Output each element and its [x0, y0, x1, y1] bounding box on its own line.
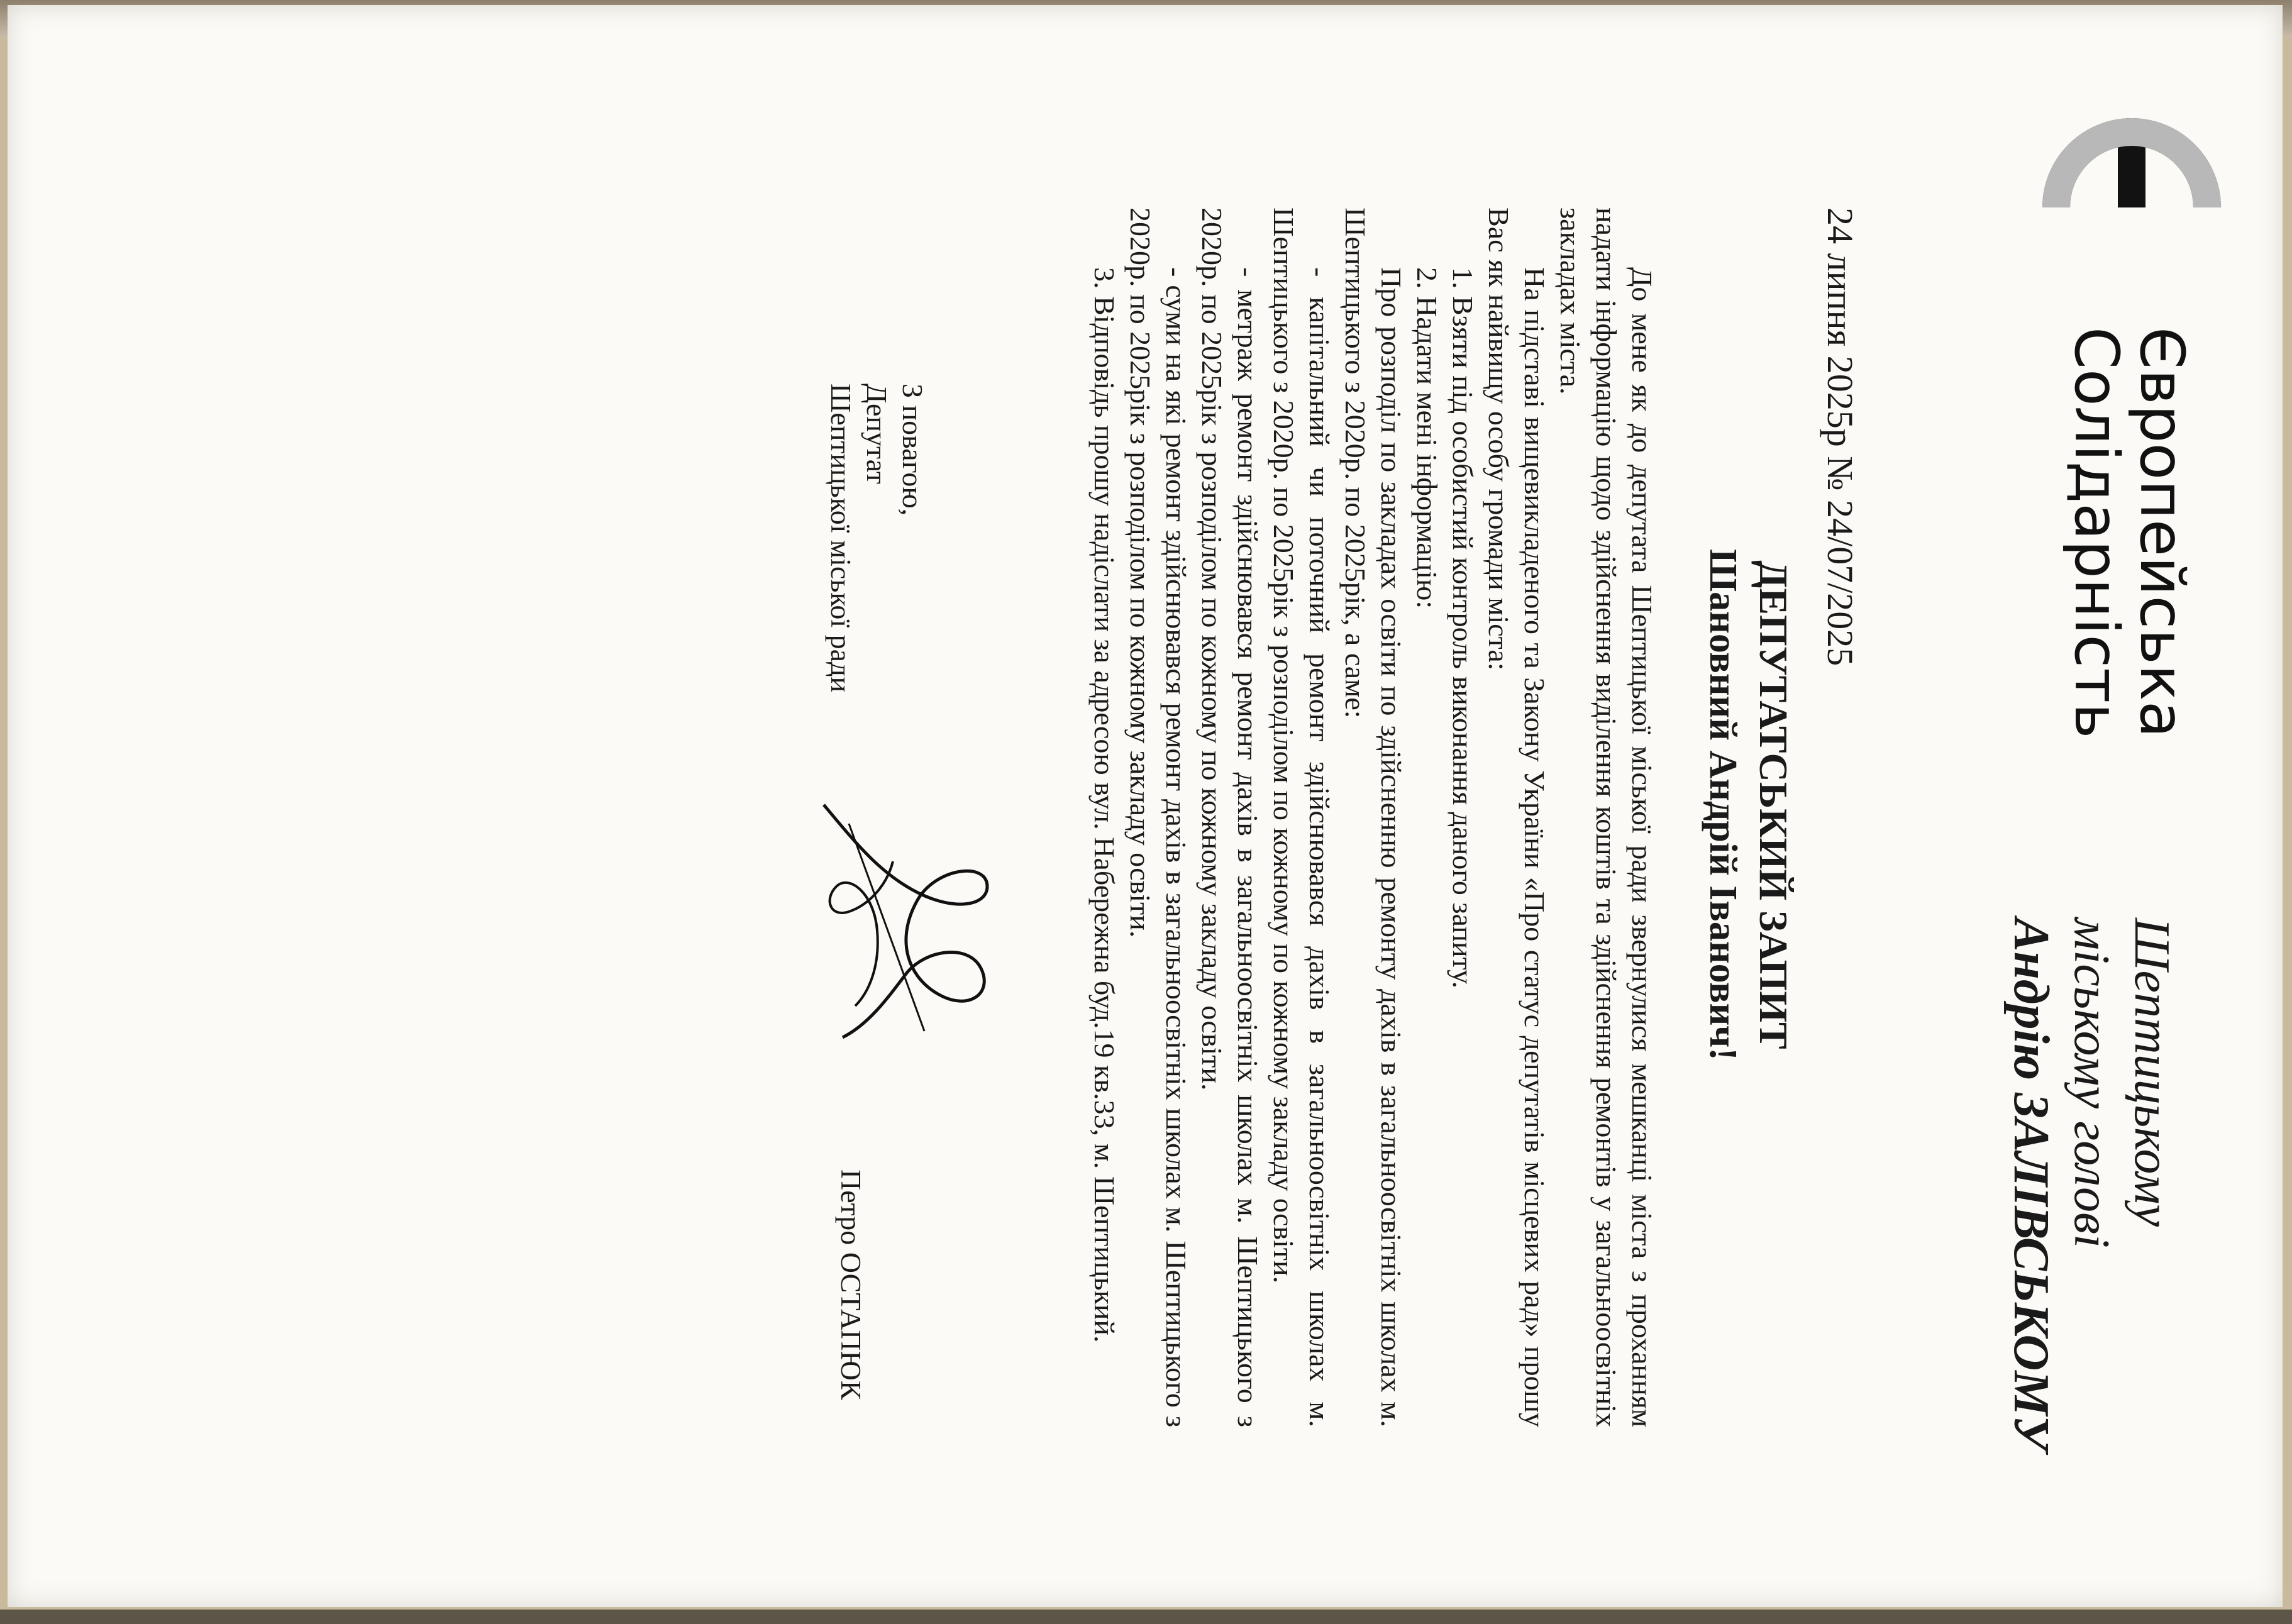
closing-line-2: Депутат	[861, 384, 893, 484]
body-paragraph: 3. Відповідь прошу надіслати за адресою вул. Набережна буд.19 кв.33, м. Шептицький.	[1088, 267, 1121, 1343]
party-logo	[2025, 113, 2226, 742]
recipient-line-2: міському голові	[2064, 918, 2119, 1249]
body-paragraph: - метраж ремонт здійснювався ремонт дахів в загальноосвітніх школах м. Шептицького з 2020р. по 2025рік з розподілом по кожному по кожному закладу освіти.	[1196, 207, 1264, 1427]
handwritten-signature	[805, 786, 1012, 1050]
party-logo-icon	[2037, 113, 2226, 302]
document-title: ДЕПУТАТСЬКИЙ ЗАПИТ	[1751, 560, 1796, 1049]
closing-block	[823, 384, 931, 692]
title-block	[1698, 38, 1798, 1572]
body-paragraph: 2. Надати мені інформацію:	[1411, 267, 1443, 609]
logo-line-2: Солідарність	[2061, 327, 2132, 739]
document-date-number: 24 липня 2025р № 24/07/2025	[1820, 207, 1861, 666]
salutation: Шановний Андрій Іванович!	[1702, 549, 1744, 1061]
body-paragraph: 1. Взяти під особистий контроль виконання даного запиту.	[1447, 267, 1479, 989]
body-paragraph: До мене як до депутата Шептицької міської ради звернулися мешканці міста з проханням надати інформацію щодо здійснення виділення коштів та здійснення ремонтів у загальноосвітніх закладах міста.	[1554, 207, 1658, 1427]
body-paragraph: - капітальний чи поточний ремонт здійснювався дахів в загальноосвітніх школах м. Шептицького з 2020р. по 2025рік з розподілом по кожному по кожному закладу освіти.	[1268, 207, 1336, 1427]
scan-background-bottom	[0, 1610, 2292, 1624]
closing-line-1: З повагою,	[897, 384, 929, 516]
body-paragraph: На підставі вищевикладеного та Закону України «Про статус депутатів місцевих рад» прошу Вас як найвищу особу громади міста:	[1483, 207, 1551, 1427]
rotated-letter-page	[214, 38, 2276, 1572]
signer-name: Петро ОСТАПЮК	[835, 1169, 867, 1400]
closing-line-3: Шептицької міської ради	[825, 384, 857, 693]
logo-line-1: Європейська	[2127, 327, 2197, 738]
recipient-block	[2001, 918, 2182, 1534]
recipient-line-1: Шептицькому	[2124, 918, 2179, 1227]
body-paragraph: - суми на які ремонт здійснювався ремонт дахів в загальноосвітніх школах м. Шептицького з 2020р. по 2025рік з розподілом по кожному закладу освіти.	[1124, 207, 1192, 1427]
letter-body	[1087, 207, 1660, 1427]
body-paragraph: Про розподіл по закладах освіти по здійсненню ремонту дахів в загальноосвітніх школах м. Шептицького з 2020р. по 2025рік, а саме:	[1339, 207, 1407, 1427]
party-logo-text	[2061, 327, 2197, 739]
recipient-name: Андрію ЗАЛІВСЬКОМУ	[2003, 918, 2059, 1450]
